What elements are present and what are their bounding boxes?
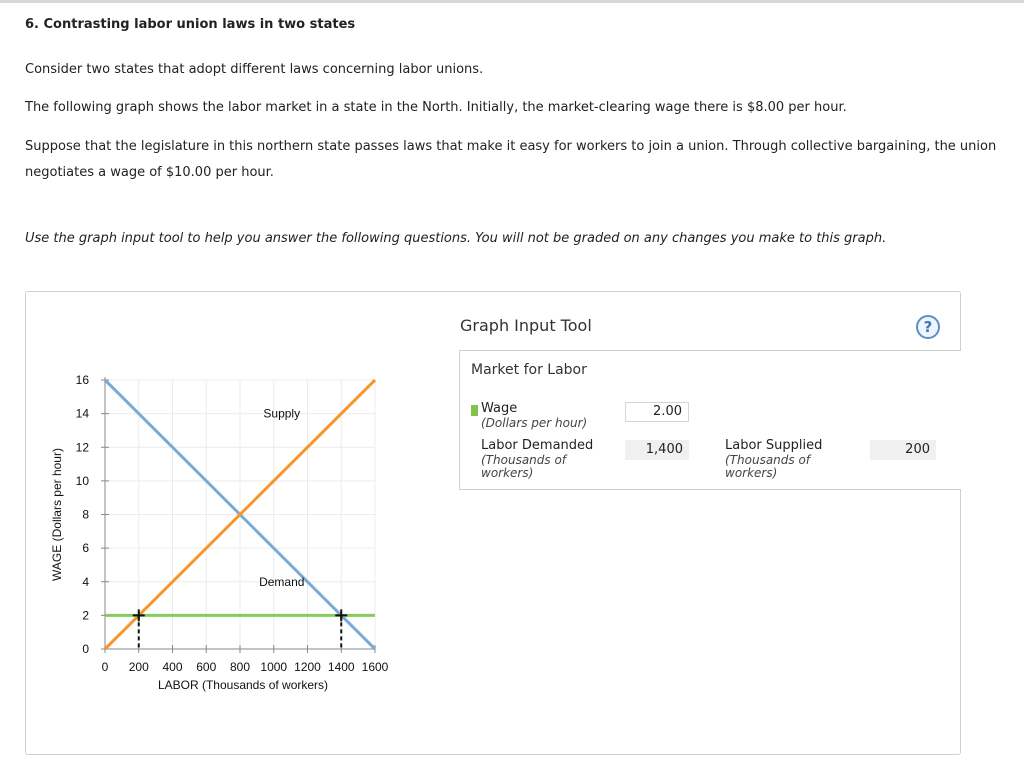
graph-panel	[25, 291, 961, 755]
labor-supplied-label: Labor Supplied	[725, 438, 823, 453]
paragraph-union-wage: Suppose that the legislature in this northern state passes laws that make it easy for workers to join a union. Through collective bargaining, the union negotiates a wage of $10.00 per hour.	[25, 139, 997, 180]
x-axis-title: LABOR (Thousands of workers)	[157, 678, 329, 692]
paragraph-intro: Consider two states that adopt different laws concerning labor unions.	[25, 62, 484, 77]
x-tick-label-1600: 1600	[361, 660, 389, 674]
paragraph-instructions: Use the graph input tool to help you answer the following questions. You will not be graded on any changes you make to this graph.	[25, 231, 887, 246]
x-tick-label-1400: 1400	[327, 660, 355, 674]
y-tick-label-10: 10	[75, 473, 89, 488]
question-title: 6. Contrasting labor union laws in two states	[25, 17, 356, 32]
y-tick-label-14: 14	[75, 406, 89, 421]
y-tick-label-12: 12	[75, 440, 89, 455]
y-axis-title: WAGE (Dollars per hour)	[50, 448, 64, 581]
labor-market-graph[interactable]	[26, 292, 446, 752]
wage-unit: (Dollars per hour)	[481, 416, 588, 430]
y-tick-label-4: 4	[82, 574, 89, 589]
graph-input-tool-title: Graph Input Tool	[460, 316, 592, 335]
top-divider	[0, 0, 1024, 3]
help-icon[interactable]: ?	[916, 315, 940, 339]
x-tick-label-1000: 1000	[260, 660, 288, 674]
x-tick-label-800: 800	[229, 660, 251, 674]
x-tick-label-600: 600	[196, 660, 217, 674]
y-tick-label-0: 0	[82, 642, 89, 656]
supply-curve-label: Supply	[263, 406, 301, 421]
y-tick-label-16: 16	[75, 373, 89, 387]
y-tick-label-2: 2	[82, 608, 89, 623]
labor-supplied-value: 200	[870, 440, 936, 460]
labor-demanded-unit: (Thousands of workers)	[481, 453, 567, 480]
paragraph-north-market: The following graph shows the labor market in a state in the North. Initially, the market-clearing wage there is $8.00 per hour.	[25, 100, 847, 115]
wage-input[interactable]: 2.00	[625, 402, 689, 422]
wage-label: Wage	[481, 401, 518, 416]
labor-demanded-value: 1,400	[625, 440, 689, 460]
x-tick-label-0: 0	[101, 660, 109, 674]
y-tick-label-6: 6	[82, 541, 89, 556]
graph-input-tool	[459, 350, 961, 490]
demand-curve-label: Demand	[259, 574, 305, 589]
tool-subtitle: Market for Labor	[471, 362, 587, 378]
y-tick-label-8: 8	[82, 507, 89, 522]
wage-legend-swatch	[471, 405, 478, 416]
x-tick-label-400: 400	[162, 660, 183, 674]
labor-demanded-label: Labor Demanded	[481, 438, 594, 453]
x-tick-label-200: 200	[128, 660, 149, 674]
x-tick-label-1200: 1200	[294, 660, 321, 674]
labor-supplied-unit: (Thousands of workers)	[725, 453, 811, 480]
